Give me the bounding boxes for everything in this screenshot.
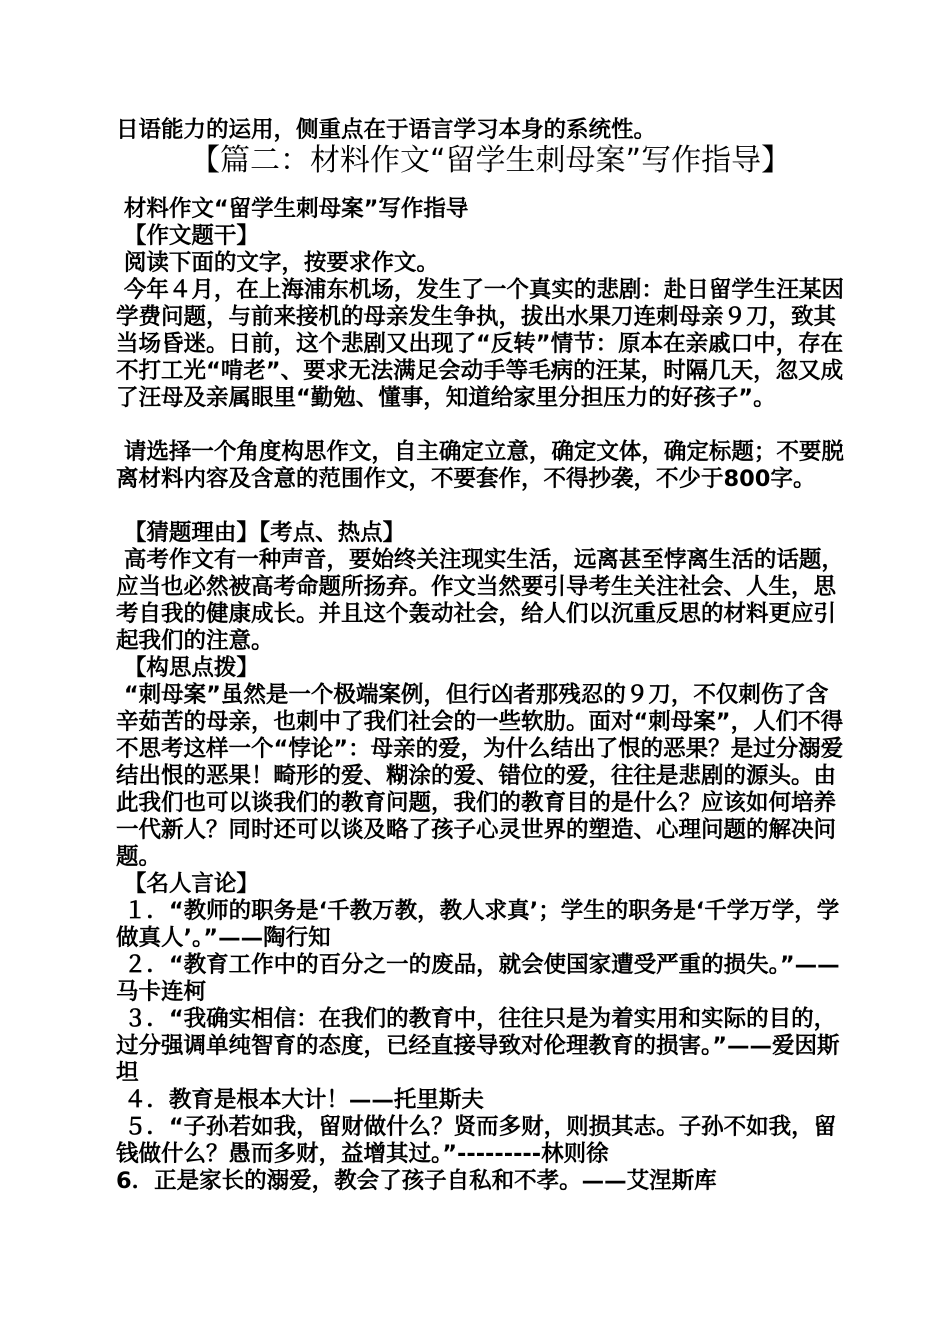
heading-prompt: 【作文题干】 bbox=[116, 223, 259, 249]
quote-item: １．“教师的职务是‘千教万教，教人求真’；学生的职务是‘千学万学，学做真人’。”——陶行知 bbox=[116, 898, 840, 951]
read-instruction: 阅读下面的文字，按要求作文。 bbox=[116, 250, 439, 276]
paragraph-requirements: 请选择一个角度构思作文，自主确定立意，确定文体，确定标题；不要脱离材料内容及含意的范围作文，不要套作，不得抄袭，不少于800字。 bbox=[116, 439, 844, 492]
paragraph-material: 今年４月，在上海浦东机场，发生了一个真实的悲剧：赴日留学生汪某因学费问题，与前来接机的母亲发生争执，拔出水果刀连刺母亲９刀，致其当场昏迷。日前，这个悲剧又出现了“反转”情节：原本在亲戚口中，存在不打工光“啃老”、要求无法满足会动手等毛病的汪某，时隔几天，忽又成了汪母及亲属眼里“勤勉、懂事，知道给家里分担压力的好孩子”。 bbox=[116, 277, 844, 411]
section-title: 【篇二：材料作文“留学生刺母案”写作指导】 bbox=[190, 143, 792, 178]
heading-reason: 【猜题理由】【考点、热点】 bbox=[116, 520, 406, 546]
quote-item: ４．教育是根本大计！——托里斯夫 bbox=[116, 1087, 484, 1113]
quote-item: ５．“子孙若如我，留财做什么？贤而多财，则损其志。子孙不如我，留钱做什么？愚而多财，益增其过。”---------林则徐 bbox=[116, 1114, 837, 1167]
quote-item: 6．正是家长的溺爱，教会了孩子自私和不孝。——艾涅斯库 bbox=[116, 1168, 717, 1194]
heading-idea: 【构思点拨】 bbox=[116, 655, 259, 681]
paragraph-idea: “刺母案”虽然是一个极端案例，但行凶者那残忍的９刀，不仅刺伤了含辛茹苦的母亲，也刺中了我们社会的一些软肋。面对“刺母案”，人们不得不思考这样一个“悖论”：母亲的爱，为什么结出了恨的恶果？是过分溺爱结出恨的恶果！畸形的爱、糊涂的爱、错位的爱，往往是悲剧的源头。由此我们也可以谈我们的教育问题，我们的教育目的是什么？应该如何培养一代新人？同时还可以谈及略了孩子心灵世界的塑造、心理问题的解决问题。 bbox=[116, 682, 844, 870]
quote-item: ３．“我确实相信：在我们的教育中，往往只是为着实用和实际的目的，过分强调单纯智育的态度，已经直接导致对伦理教育的损害。”——爱因斯坦 bbox=[116, 1006, 840, 1086]
paragraph-reason: 高考作文有一种声音，要始终关注现实生活，远离甚至悖离生活的话题，应当也必然被高考命题所扬弃。作文当然要引导考生关注社会、人生，思考自我的健康成长。并且这个轰动社会，给人们以沉重反思的材料更应引起我们的注意。 bbox=[116, 547, 844, 654]
article-subtitle: 材料作文“留学生刺母案”写作指导 bbox=[116, 196, 469, 222]
quote-item: ２．“教育工作中的百分之一的废品，就会使国家遭受严重的损失。”——马卡连柯 bbox=[116, 952, 840, 1005]
heading-quotes: 【名人言论】 bbox=[116, 871, 259, 897]
intro-line: 日语能力的运用，侧重点在于语言学习本身的系统性。 bbox=[116, 117, 657, 143]
